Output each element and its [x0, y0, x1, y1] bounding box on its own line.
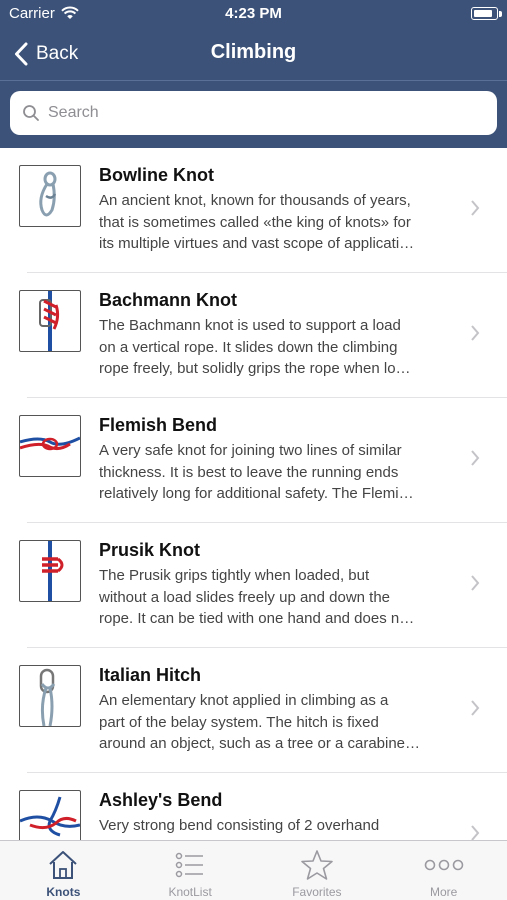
search-input[interactable] — [48, 104, 448, 122]
knot-row[interactable] — [0, 773, 507, 840]
flemish-bend-icon — [19, 415, 81, 477]
knot-description: The Prusik grips tightly when loaded, but without a load slides freely up and down the rope. It can be tied with one hand and does n… — [99, 567, 415, 627]
battery-fill — [474, 10, 492, 17]
knot-description: A very safe knot for joining two lines of similar thickness. It is best to leave the running ends relatively long for additional safety. The Flemi… — [99, 442, 414, 502]
chevron-right-icon — [470, 199, 480, 217]
knot-title: Flemish Bend — [99, 415, 218, 435]
knot-title: Bachmann Knot — [99, 290, 238, 310]
status-bar — [0, 0, 507, 28]
chevron-right-icon — [470, 699, 480, 717]
bowline-knot-icon — [19, 165, 81, 227]
italian-hitch-icon — [19, 665, 81, 727]
ashleys-bend-icon — [19, 790, 81, 840]
knot-description: An ancient knot, known for thousands of years, that is sometimes called «the king of knots» for its multiple virtues and vast scope of applicati… — [99, 192, 415, 252]
search-bar[interactable] — [10, 91, 497, 135]
knot-description: The Bachmann knot is used to support a load on a vertical rope. It slides down the climbing rope freely, but solidly grips the rope when lo… — [99, 317, 411, 377]
knot-description: Very strong bend consisting of 2 overhand — [99, 817, 380, 834]
knot-description: An elementary knot applied in climbing as a part of the belay system. The hitch is fixed around an object, such as a tree or a carabine… — [99, 692, 421, 752]
chevron-right-icon — [470, 824, 480, 840]
knot-row[interactable] — [0, 273, 507, 398]
navigation-bar — [0, 28, 507, 80]
knot-title: Italian Hitch — [99, 665, 202, 685]
page-title: Climbing — [210, 41, 297, 63]
chevron-right-icon — [470, 324, 480, 342]
tab-label: Knots — [46, 885, 81, 899]
knot-row[interactable] — [0, 648, 507, 773]
back-label: Back — [36, 43, 79, 64]
chevron-right-icon — [470, 574, 480, 592]
knot-title: Prusik Knot — [99, 540, 201, 560]
chevron-right-icon — [470, 449, 480, 467]
knot-list — [0, 148, 507, 840]
knot-title: Bowline Knot — [99, 165, 214, 185]
tab-bar — [0, 840, 507, 900]
more-icon — [422, 847, 466, 883]
knot-title: Ashley's Bend — [99, 790, 223, 810]
tab-more[interactable] — [380, 841, 507, 900]
nav-divider — [0, 80, 507, 81]
tab-knotlist[interactable] — [127, 841, 254, 900]
knot-row[interactable] — [0, 523, 507, 648]
star-icon — [300, 847, 334, 883]
carrier-label: Carrier — [9, 5, 55, 22]
tab-label: More — [429, 885, 458, 899]
header — [0, 0, 507, 148]
tab-label: Favorites — [292, 885, 342, 899]
knot-row[interactable] — [0, 148, 507, 273]
tab-knots[interactable] — [0, 841, 127, 900]
prusik-knot-icon — [19, 540, 81, 602]
knot-row[interactable] — [0, 398, 507, 523]
battery-icon — [471, 7, 498, 20]
list-icon — [173, 847, 207, 883]
search-icon — [22, 104, 40, 122]
battery-nub — [499, 11, 502, 17]
bachmann-knot-icon — [19, 290, 81, 352]
tab-label: KnotList — [168, 885, 212, 899]
tab-favorites[interactable] — [254, 841, 381, 900]
house-icon — [46, 847, 80, 883]
status-time: 4:23 PM — [225, 5, 282, 22]
